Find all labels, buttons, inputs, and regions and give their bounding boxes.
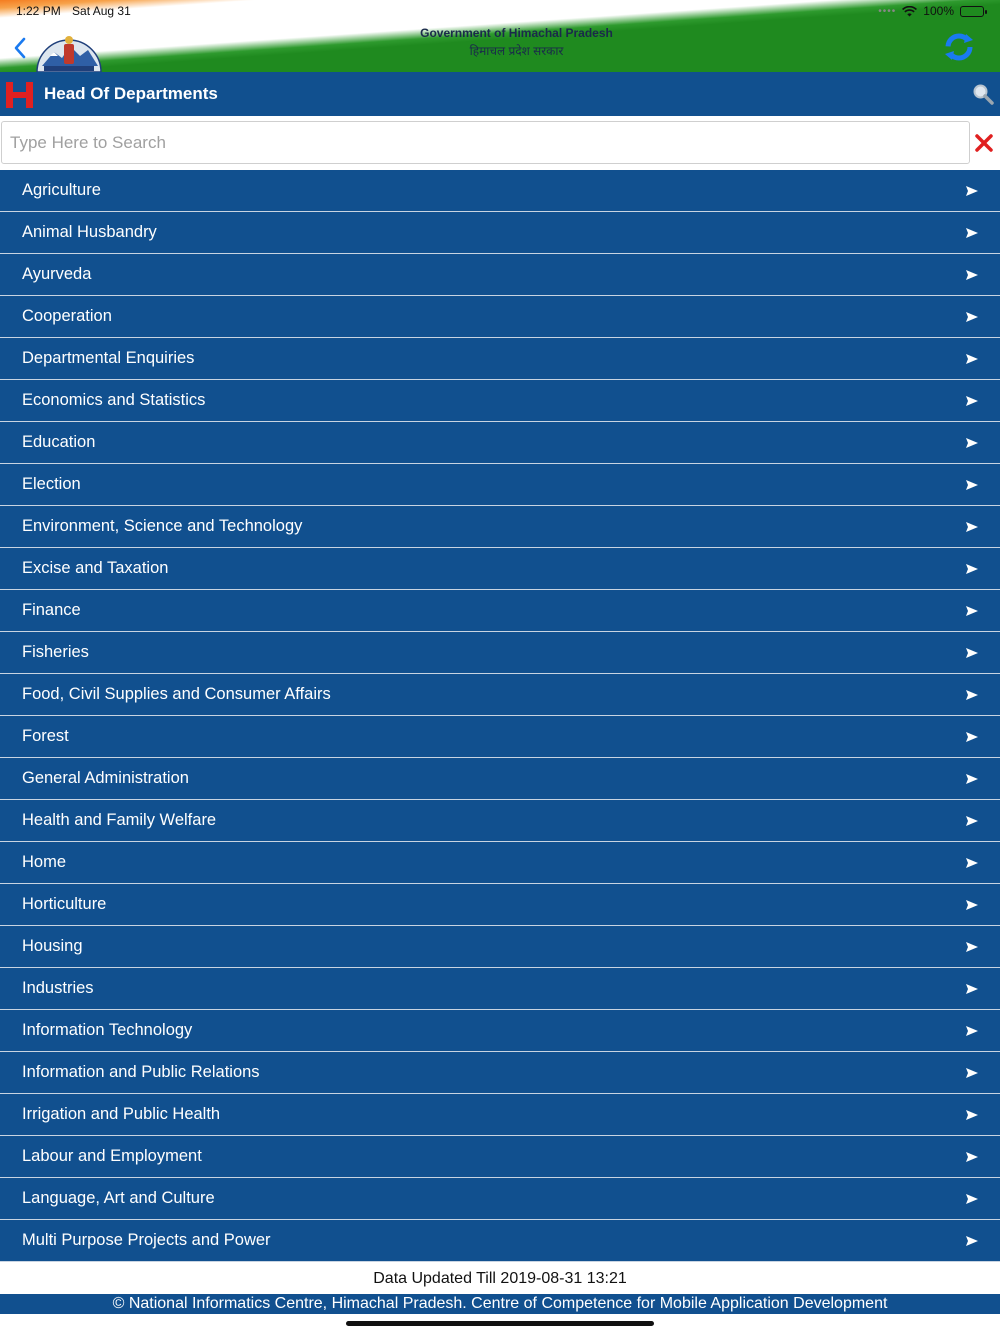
list-item[interactable] [0, 842, 1000, 884]
list-item-label: Fisheries [22, 643, 89, 661]
arrow-right-icon [966, 1152, 978, 1162]
list-item[interactable] [0, 338, 1000, 380]
list-item[interactable] [0, 758, 1000, 800]
status-date: Sat Aug 31 [72, 4, 131, 18]
arrow-right-icon [966, 984, 978, 994]
status-right [878, 4, 984, 18]
list-item[interactable] [0, 1010, 1000, 1052]
arrow-right-icon [966, 438, 978, 448]
arrow-right-icon [966, 900, 978, 910]
home-indicator[interactable] [346, 1321, 654, 1326]
list-item-label: Environment, Science and Technology [22, 517, 303, 535]
arrow-right-icon [966, 648, 978, 658]
list-item[interactable] [0, 170, 1000, 212]
arrow-right-icon [966, 186, 978, 196]
list-item[interactable] [0, 212, 1000, 254]
arrow-right-icon [966, 1026, 978, 1036]
battery-icon [960, 6, 984, 17]
close-x-icon [974, 133, 994, 153]
list-item-label: Information and Public Relations [22, 1063, 260, 1081]
arrow-right-icon [966, 396, 978, 406]
list-item-label: Information Technology [22, 1021, 193, 1039]
list-item-label: Economics and Statistics [22, 391, 206, 409]
arrow-right-icon [966, 816, 978, 826]
header-banner [0, 0, 1000, 72]
arrow-right-icon [966, 690, 978, 700]
list-item[interactable] [0, 506, 1000, 548]
arrow-right-icon [966, 1236, 978, 1246]
arrow-right-icon [966, 1068, 978, 1078]
list-item[interactable] [0, 800, 1000, 842]
list-item-label: Home [22, 853, 67, 871]
list-item[interactable] [0, 1094, 1000, 1136]
list-item-label: Forest [22, 727, 69, 745]
h-letter-icon [4, 78, 36, 110]
search-input[interactable] [1, 121, 970, 164]
status-bar [0, 0, 1000, 22]
arrow-right-icon [966, 480, 978, 490]
list-item-label: Horticulture [22, 895, 107, 913]
list-item[interactable] [0, 1136, 1000, 1178]
list-item-label: Agriculture [22, 181, 101, 199]
list-item[interactable] [0, 1220, 1000, 1262]
list-item[interactable] [0, 380, 1000, 422]
list-item-label: Ayurveda [22, 265, 92, 283]
header-titles [0, 26, 1000, 59]
arrow-right-icon [966, 732, 978, 742]
list-item-label: Industries [22, 979, 94, 997]
clear-search-button[interactable] [974, 133, 994, 153]
status-time: 1:22 PM [16, 4, 61, 18]
refresh-button[interactable] [942, 30, 976, 64]
list-item-label: Labour and Employment [22, 1147, 202, 1165]
list-item-label: Election [22, 475, 81, 493]
list-item-label: Education [22, 433, 96, 451]
list-item-label: General Administration [22, 769, 189, 787]
list-item-label: Language, Art and Culture [22, 1189, 215, 1207]
title-bar [0, 72, 1000, 116]
list-item[interactable] [0, 590, 1000, 632]
signal-icon: •••• [878, 5, 897, 17]
list-item-label: Housing [22, 937, 83, 955]
list-item-label: Departmental Enquiries [22, 349, 195, 367]
arrow-right-icon [966, 522, 978, 532]
refresh-icon [942, 30, 976, 64]
battery-percent: 100% [923, 4, 954, 18]
arrow-right-icon [966, 942, 978, 952]
header-title-hindi: हिमाचल प्रदेश सरकार [469, 44, 564, 58]
list-item-label: Finance [22, 601, 81, 619]
list-item[interactable] [0, 674, 1000, 716]
wifi-icon [902, 6, 917, 17]
list-item[interactable] [0, 716, 1000, 758]
arrow-right-icon [966, 1110, 978, 1120]
page-title: Head Of Departments [44, 84, 218, 103]
data-updated-text: Data Updated Till 2019-08-31 13:21 [0, 1264, 1000, 1294]
list-item-label: Multi Purpose Projects and Power [22, 1231, 271, 1249]
arrow-right-icon [966, 774, 978, 784]
list-item-label: Cooperation [22, 307, 112, 325]
department-list [0, 170, 1000, 1262]
arrow-right-icon [966, 1194, 978, 1204]
list-item[interactable] [0, 1052, 1000, 1094]
list-item-label: Health and Family Welfare [22, 811, 217, 829]
list-item[interactable] [0, 254, 1000, 296]
list-item[interactable] [0, 548, 1000, 590]
list-item-label: Animal Husbandry [22, 223, 157, 241]
arrow-right-icon [966, 228, 978, 238]
list-item[interactable] [0, 632, 1000, 674]
magnifier-icon [972, 83, 994, 105]
list-item[interactable] [0, 926, 1000, 968]
list-item[interactable] [0, 464, 1000, 506]
arrow-right-icon [966, 312, 978, 322]
search-row [0, 116, 1000, 170]
list-item-label: Irrigation and Public Health [22, 1105, 221, 1123]
list-item-label: Food, Civil Supplies and Consumer Affairs [22, 685, 331, 703]
arrow-right-icon [966, 858, 978, 868]
arrow-right-icon [966, 270, 978, 280]
list-item[interactable] [0, 422, 1000, 464]
list-item[interactable] [0, 884, 1000, 926]
arrow-right-icon [966, 354, 978, 364]
status-left [16, 4, 139, 18]
search-toggle-button[interactable] [972, 83, 994, 105]
list-item[interactable] [0, 1178, 1000, 1220]
arrow-right-icon [966, 606, 978, 616]
arrow-right-icon [966, 564, 978, 574]
footer-credit: © National Informatics Centre, Himachal Pradesh. Centre of Competence for Mobile Application Development [0, 1294, 1000, 1314]
header-title-english: Government of Himachal Pradesh [420, 26, 613, 40]
list-item[interactable] [0, 296, 1000, 338]
list-item-label: Excise and Taxation [22, 559, 169, 577]
list-item[interactable] [0, 968, 1000, 1010]
